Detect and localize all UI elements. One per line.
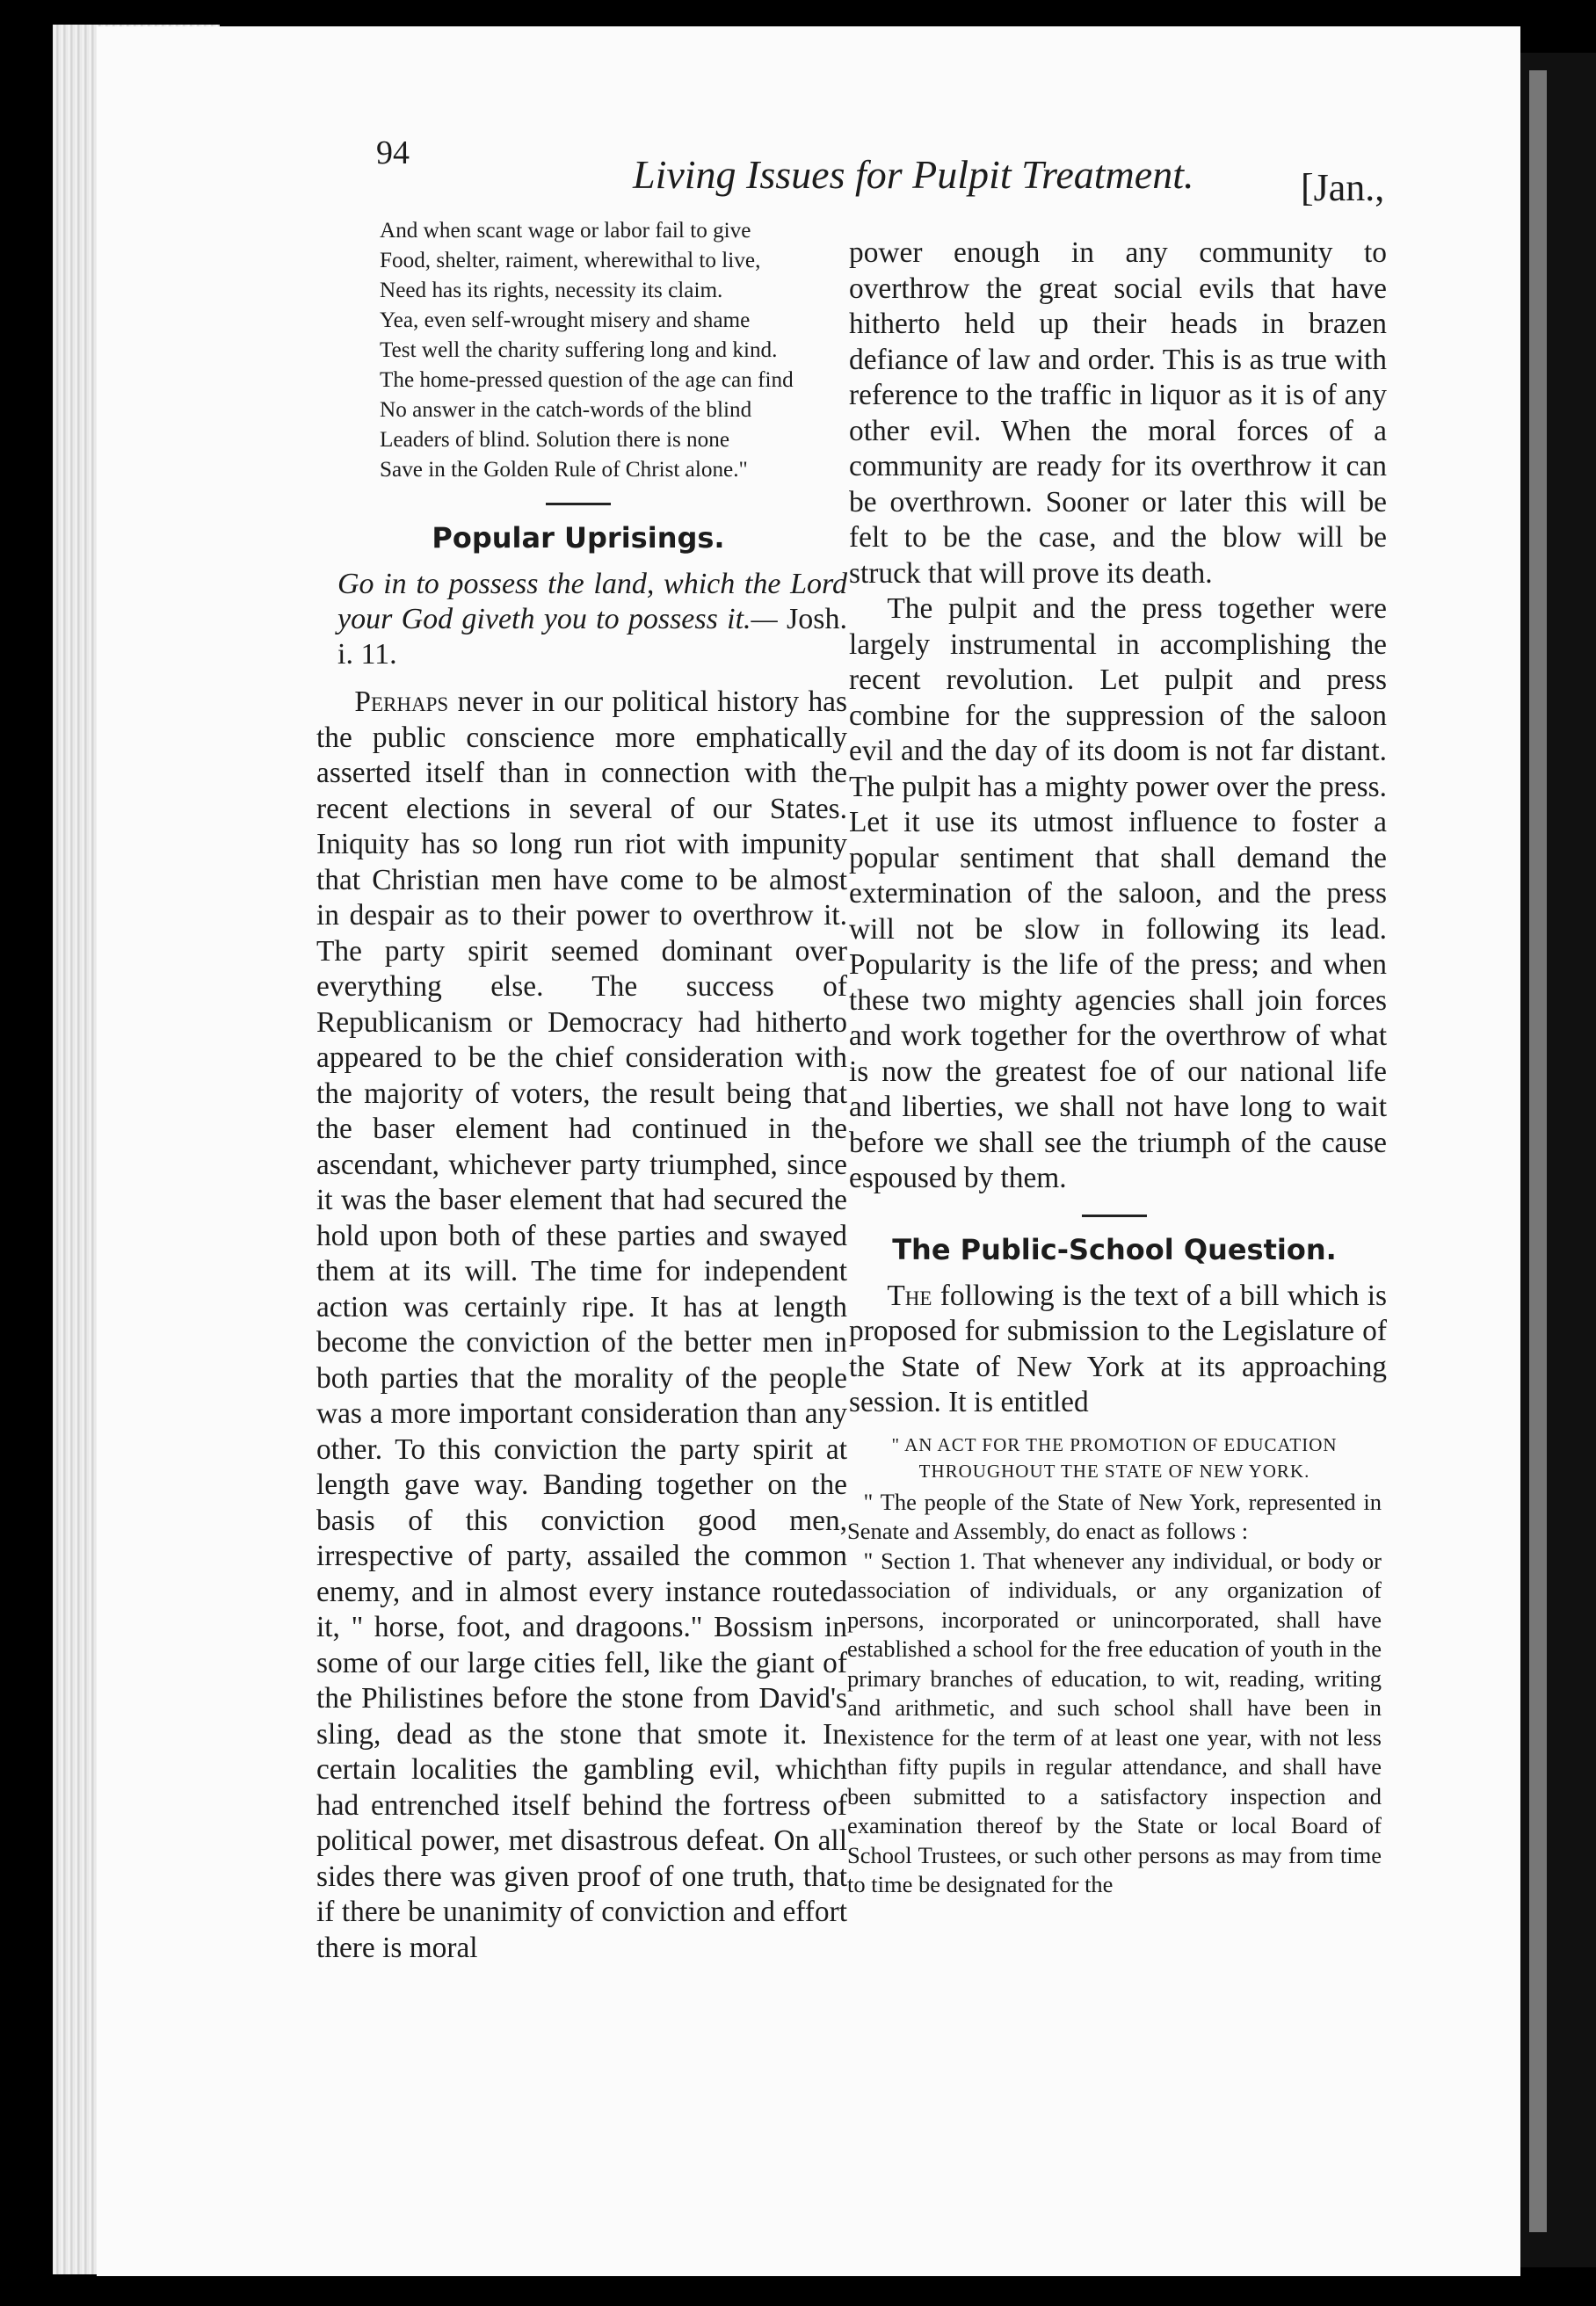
paragraph: The pulpit and the press together were largely instrumental in accomplishing the recent revolution. Let pulpit and press combine for the suppression of the saloon evil and the day of its doom is not far distant. The pulpit has a mighty power over the press. Let it use its utmost influence to foster a popular sentiment that shall demand the extermination of the saloon, and the press will not be slow in following its lead. Popularity is the life of the press; and when these two mighty agencies shall join forces and work together for the overthrow of what is now the greatest foe of our national life and liberties, we shall not have long to wait before we shall see the triumph of the cause espoused by them. xyxy=(849,592,1387,1194)
act-text xyxy=(847,1488,1382,1900)
poem-line: Save in the Golden Rule of Christ alone." xyxy=(380,458,748,482)
running-title: Living Issues for Pulpit Treatment. xyxy=(633,152,1194,197)
paragraph: The following is the text of a bill which is proposed for submission to the Legislature of the State of New York at its approaching session. It is entitled xyxy=(849,1279,1387,1418)
poem-line: The home-pressed question of the age can find xyxy=(380,368,794,392)
poem-excerpt xyxy=(380,216,854,485)
poem-line: Test well the charity suffering long and kind. xyxy=(380,338,778,362)
paragraph: power enough in any community to overthrow the great social evils that have hitherto held up their heads in brazen defiance of law and order. This is as true with reference to the traffic in liquor as it is of any other evil. When the moral forces of a community are ready for its overthrow it can be overthrown. Sooner or later this will be felt to be the case, and the blow will be struck that will prove its death. xyxy=(849,236,1387,590)
running-month: [Jan., xyxy=(1301,166,1385,209)
poem-line: Food, shelter, raiment, wherewithal to live, xyxy=(380,249,761,272)
left-column xyxy=(309,216,847,1966)
epigraph-reference: Josh. i. 11. xyxy=(337,603,847,671)
right-column xyxy=(842,236,1387,1900)
poem-line: And when scant wage or labor fail to give xyxy=(380,219,751,243)
article-body xyxy=(849,1279,1387,1421)
lead-word: Perhaps xyxy=(354,685,449,718)
poem-line: Yea, even self-wrought misery and shame xyxy=(380,308,751,332)
section-one: " Section 1. That whenever any individual, or body or association of individuals, or any organization of persons, incorporated or unincorporated, shall have established a school for the free education of youth in the primary branches of education, to wit, reading, writing and arithmetic, and such school shall have been in existence for the term of at least one year, with not less than fifty pupils in regular attendance, and shall have been submitted to a satisfactory inspection and examination thereof by the State or local Board of School Trustees, or such other persons as may from time to time be designated for the xyxy=(847,1547,1382,1897)
poem-line: Need has its rights, necessity its claim. xyxy=(380,279,723,302)
section-divider xyxy=(546,503,611,505)
enacting-clause: " The people of the State of New York, represented in Senate and Assembly, do enact as follows : xyxy=(847,1488,1382,1544)
lead-word: The xyxy=(887,1279,932,1312)
act-title: " AN ACT FOR THE PROMOTION OF EDUCATION THROUGHOUT THE STATE OF NEW YORK. xyxy=(891,1433,1338,1482)
section-divider xyxy=(1082,1215,1147,1217)
section-heading-public-school: The Public-School Question. xyxy=(892,1232,1337,1266)
epigraph xyxy=(337,567,847,672)
article-body-continued xyxy=(849,236,1387,1197)
page-number: 94 xyxy=(376,134,410,171)
section-heading-popular-uprisings: Popular Uprisings. xyxy=(432,521,725,555)
epigraph-text: Go in to possess the land, which the Lord your God giveth you to possess it.— xyxy=(337,568,847,635)
paragraph: Perhaps never in our political history has the public conscience more emphatically asserted itself than in connection with the recent elections in several of our States. Iniquity has so long run riot with impunity that Christian men have come to be almost in despair as to their power to overthrow it. The party spirit seemed dominant over everything else. The success of Republicanism or Democracy had hitherto appeared to be the chief consideration with the majority of voters, the result being that the baser element had continued in the ascendant, whichever party triumphed, since it was the baser element that had secured the hold upon both of these parties and swayed them at its will. The time for independent action was certainly ripe. It has at length become the conviction of the better men in both parties that the morality of the people was a more important consideration than any other. To this conviction the party spirit at length gave way. Banding together on the basis of this conviction good men, irrespective of party, assailed the common enemy, and in almost every instance routed it, " horse, foot, and dragoons." Bossism in some of our large cities fell, like the giant of the Philistines before the stone from David's sling, dead as the stone that smote it. In certain localities the gambling evil, which had entrenched itself behind the fortress of political power, met disastrous defeat. On all sides there was given proof of one truth, that if there be unanimity of conviction and effort there is moral xyxy=(316,685,847,1964)
facing-page-edge xyxy=(1529,70,1547,2232)
poem-line: No answer in the catch-words of the blind xyxy=(380,398,752,422)
poem-line: Leaders of blind. Solution there is none xyxy=(380,428,730,452)
article-body xyxy=(316,685,847,1966)
